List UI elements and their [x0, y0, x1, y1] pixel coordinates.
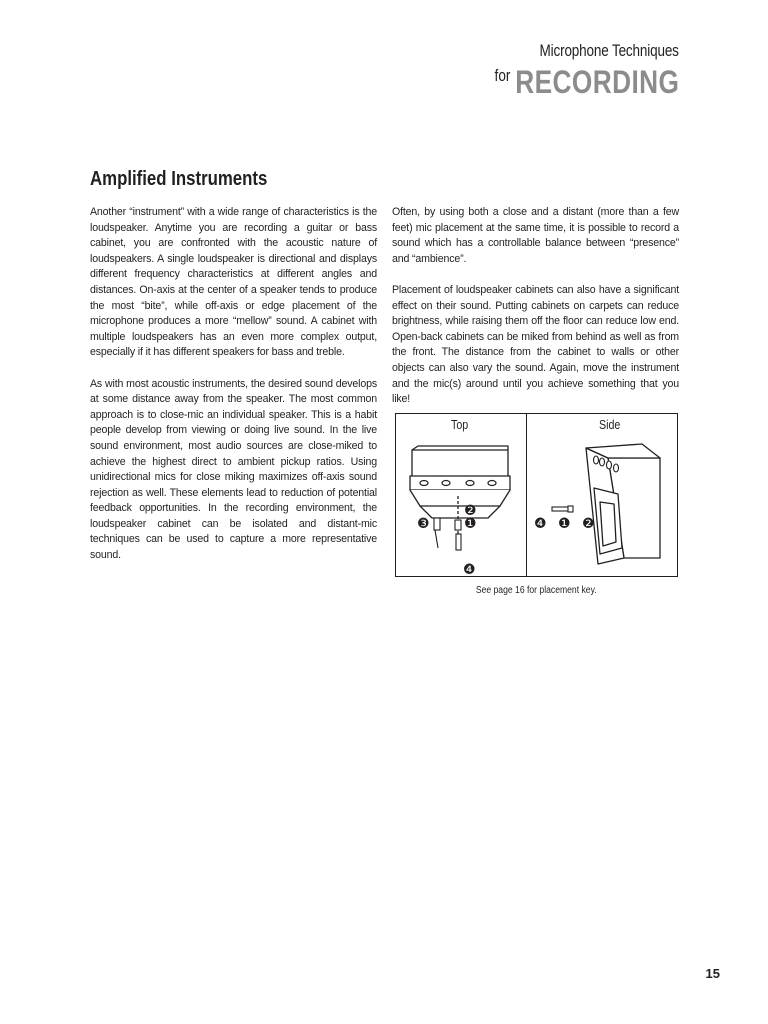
knob-icon [607, 461, 612, 469]
knob-icon [600, 458, 605, 466]
marker-1-top: ❶ [464, 516, 477, 532]
paragraph: Another “instrument” with a wide range of characteristics is the loudspeaker. Anytime you are recording a guitar or bass cabinet, you are confronted with the acoustic nature of loudspeakers. A single loudspeaker is directional and displays different frequency characteristics at different angles and distances. On-axis at the center of a speaker tends to produce the most “bite”, while off-axis or edge placement of the microphone produces a more “mellow” sound. A cabinet with multiple loudspeakers has an even more complex output, especially if it has different speakers for bass and treble. [90, 206, 377, 359]
placement-diagram [396, 414, 679, 578]
knob-icon [594, 456, 599, 464]
side-view-mic-icon [552, 506, 573, 512]
header-subtitle [494, 64, 679, 101]
figure-divider [526, 414, 527, 576]
microphone-icon [455, 520, 461, 530]
paragraph: Often, by using both a close and a distant (more than a few feet) mic placement at the same time, it is possible to record a sound which has a controllable balance between “presence” and “ambience”. [392, 206, 679, 265]
header-for-word: for [494, 67, 511, 85]
side-view-label: Side [599, 417, 621, 432]
mic-placement-figure [395, 413, 678, 577]
header-recording-word: RECORDING [514, 64, 679, 100]
section-title: Amplified Instruments [90, 168, 268, 190]
marker-4-top: ❹ [463, 562, 476, 578]
header-title: Microphone Techniques [539, 42, 679, 60]
paragraph: Placement of loudspeaker cabinets can also have a significant effect on their sound. Putting cabinets on carpets can reduce brightness, while raising them off the floor can reduce low end. Open-back cabinets can be miked from behind as well as from the front. The distance from the cabinet to walls or other objects can also vary the sound. Again, move the instrument and the mic(s) around until you achieve something that you like! [392, 283, 679, 406]
left-column [90, 205, 377, 579]
top-view-mic-icons [434, 518, 461, 550]
right-column [392, 205, 679, 423]
microphone-icon [456, 534, 461, 550]
top-view-label: Top [451, 417, 469, 432]
mic-cable-icon [435, 530, 438, 548]
microphone-icon [568, 506, 573, 512]
microphone-icon [552, 507, 568, 511]
speaker-cone-icon [442, 481, 450, 486]
marker-2-side: ❷ [582, 516, 595, 532]
marker-1-side: ❶ [558, 516, 571, 532]
microphone-icon [434, 518, 440, 530]
speaker-cone-icon [488, 481, 496, 486]
page-number: 15 [705, 966, 720, 981]
figure-caption [395, 585, 678, 596]
knob-icon [614, 464, 619, 472]
marker-4-side: ❹ [534, 516, 547, 532]
marker-2-top: ❷ [464, 503, 477, 519]
paragraph: As with most acoustic instruments, the desired sound develops at some distance away from the speaker. The most common approach is to close-mic an individual speaker. This is a habit people develop from viewing or doing live sound. In the live sound environment, most audio sources are close-miked to achieve the highest direct to ambient pickup ratios. Using unidirectional mics for close miking maximizes off-axis sound rejection as well. These elements lead to reduction of potential feedback opportunities. In the recording environment, the loudspeaker cabinet can be isolated and distant-mic techniques can be used to capture a more representative sound. [90, 377, 377, 562]
marker-3-top: ❸ [417, 516, 430, 532]
speaker-cone-icon [466, 481, 474, 486]
figure-caption-text: See page 16 for placement key. [476, 585, 597, 596]
speaker-cone-icon [420, 481, 428, 486]
